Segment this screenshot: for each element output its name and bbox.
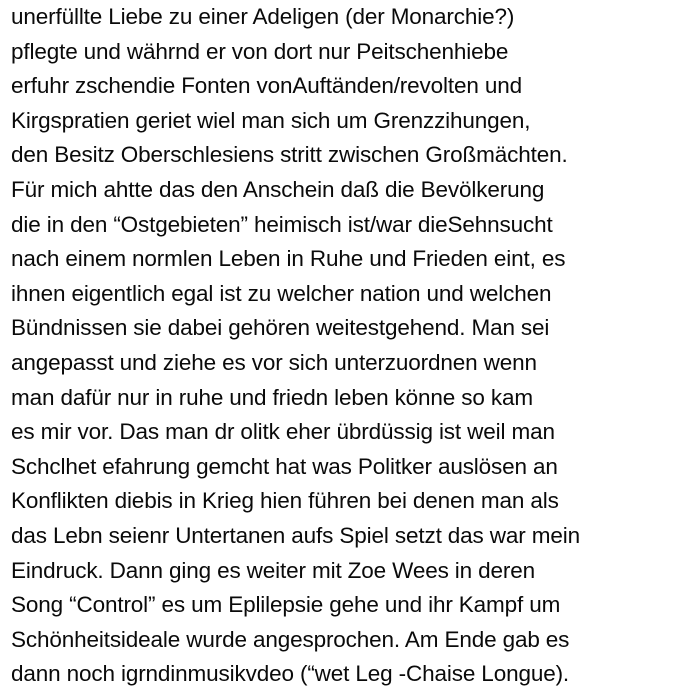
text-line: das Lebn seienr Untertanen aufs Spiel setzt das war mein	[11, 522, 580, 548]
text-line: den Besitz Oberschlesiens stritt zwischen Großmächten.	[11, 142, 568, 168]
text-line: unerfüllte Liebe zu einer Adeligen (der Monarchie?)	[11, 4, 515, 29]
text-line: Kirgspratien geriet wiel man sich um Grenzzihungen,	[11, 107, 531, 133]
text-line: Bündnissen sie dabei gehören weitestgehend. Man sei	[11, 315, 550, 341]
text-line: Schclhet efahrung gemcht hat was Politker auslösen an	[11, 453, 558, 479]
text-line: Song “Control” es um Eplilepsie gehe und ihr Kampf um	[11, 592, 561, 618]
text-line: ihnen eigentlich egal ist zu welcher nation und welchen	[11, 280, 552, 306]
text-line: pflegte und währnd er von dort nur Peitschenhiebe	[11, 38, 509, 64]
text-line: es mir vor. Das man dr olitk eher übrdüssig ist weil man	[11, 419, 555, 445]
text-line: Für mich ahtte das den Anschein daß die Bevölkerung	[11, 176, 545, 202]
text-line: man dafür nur in ruhe und friedn leben könne so kam	[11, 384, 533, 410]
text-line: Konflikten diebis in Krieg hien führen bei denen man als	[11, 488, 559, 514]
text-line: die in den “Ostgebieten” heimisch ist/war dieSehnsucht	[11, 211, 553, 237]
text-line: angepasst und ziehe es vor sich unterzuordnen wenn	[11, 349, 537, 375]
handwritten-text-body	[11, 0, 681, 692]
text-line: dann noch igrndinmusikvdeo (“wet Leg -Chaise Longue).	[11, 661, 570, 687]
text-line: nach einem normlen Leben in Ruhe und Frieden eint, es	[11, 246, 566, 272]
text-line: Schönheitsideale wurde angesprochen. Am Ende gab es	[11, 626, 570, 652]
text-line: erfuhr zschendie Fonten vonAuftänden/revolten und	[11, 73, 522, 99]
text-line: Eindruck. Dann ging es weiter mit Zoe Wees in deren	[11, 557, 535, 583]
